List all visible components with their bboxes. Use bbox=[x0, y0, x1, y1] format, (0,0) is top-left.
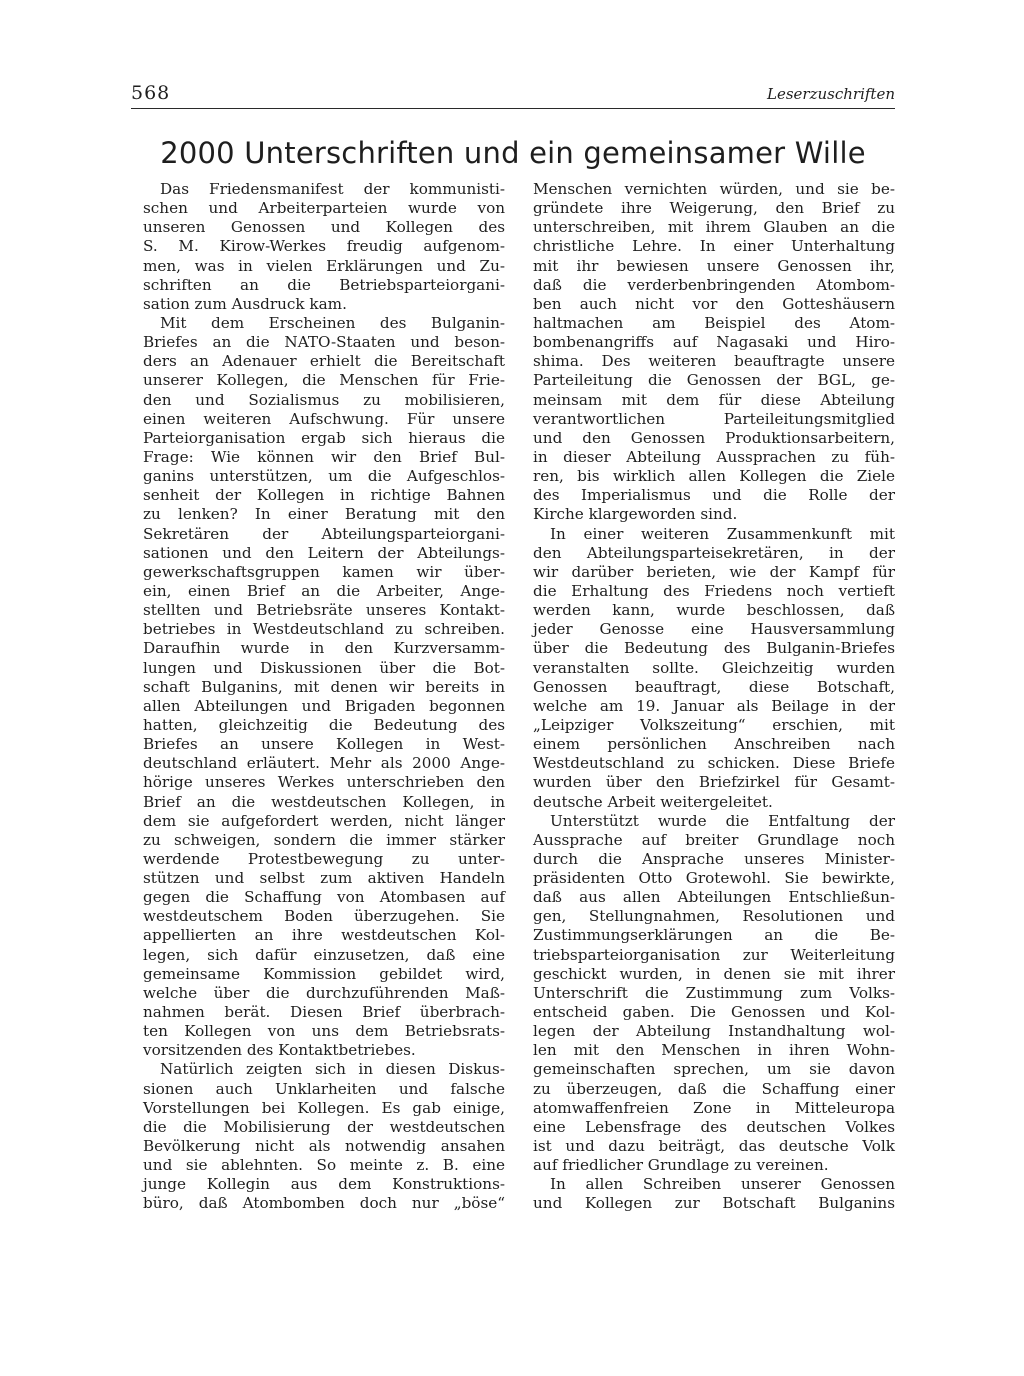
text-line: werdende Protestbewegung zu unter- bbox=[143, 849, 505, 868]
text-line: daß die verderbenbringenden Atombom- bbox=[533, 275, 895, 294]
text-line: stützen und selbst zum aktiven Handeln bbox=[143, 869, 505, 888]
text-line: ders an Adenauer erhielt die Bereitschaft bbox=[143, 352, 505, 371]
text-line: betriebes in Westdeutschland zu schreiben. bbox=[143, 620, 505, 639]
text-line: Zustimmungserklärungen an die Be- bbox=[533, 926, 895, 945]
text-line: wir darüber berieten, wie der Kampf für bbox=[533, 562, 895, 581]
text-line: Westdeutschland zu schicken. Diese Briefe bbox=[533, 754, 895, 773]
text-line: sation zum Ausdruck kam. bbox=[143, 294, 347, 313]
text-line: atomwaffenfreien Zone in Mitteleuropa bbox=[533, 1098, 895, 1117]
text-line: Sekretären der Abteilungsparteiorgani- bbox=[143, 524, 505, 543]
text-line: präsidenten Otto Grotewohl. Sie bewirkte, bbox=[533, 869, 895, 888]
text-line: legen der Abteilung Instandhaltung wol- bbox=[533, 1022, 895, 1041]
text-line: ten Kollegen von uns dem Betriebsrats- bbox=[143, 1022, 505, 1041]
text-line: nahmen berät. Diesen Brief überbrach- bbox=[143, 1003, 505, 1022]
text-line: welche am 19. Januar als Beilage in der bbox=[533, 696, 895, 715]
text-line: legen, sich dafür einzusetzen, daß eine bbox=[143, 945, 505, 964]
section-label: Leserzuschriften bbox=[767, 85, 895, 103]
text-line: ganins unterstützen, um die Aufgeschlos- bbox=[143, 467, 505, 486]
article-title: 2000 Unterschriften und ein gemeinsamer Wille bbox=[160, 136, 866, 170]
text-line: gen, Stellungnahmen, Resolutionen und bbox=[533, 907, 895, 926]
text-line: werden kann, wurde beschlossen, daß bbox=[533, 601, 895, 620]
text-line: deutschland erläutert. Mehr als 2000 Ange- bbox=[143, 754, 505, 773]
paragraph bbox=[143, 1060, 505, 1213]
text-line: gemeinsame Kommission gebildet wird, bbox=[143, 964, 505, 983]
text-line: „Leipziger Volkszeitung“ erschien, mit bbox=[533, 715, 895, 734]
text-line: Briefes an unsere Kollegen in West- bbox=[143, 735, 505, 754]
text-line: des Imperialismus und die Rolle der bbox=[533, 486, 895, 505]
text-line: in dieser Abteilung Aussprachen zu füh- bbox=[533, 447, 895, 466]
text-line: die die Mobilisierung der westdeutschen bbox=[143, 1117, 505, 1136]
text-line: westdeutschem Boden überzugehen. Sie bbox=[143, 907, 505, 926]
text-line: sationen und den Leitern der Abteilungs- bbox=[143, 543, 505, 562]
text-line: gegen die Schaffung von Atombasen auf bbox=[143, 888, 505, 907]
text-line: Unterschrift die Zustimmung zum Volks- bbox=[533, 983, 895, 1002]
text-line: shima. Des weiteren beauftragte unsere bbox=[533, 352, 895, 371]
text-line: unseren Genossen und Kollegen des bbox=[143, 218, 505, 237]
text-line: schen und Arbeiterparteien wurde von bbox=[143, 199, 505, 218]
text-line: Natürlich zeigten sich in diesen Diskus- bbox=[160, 1060, 505, 1079]
text-line: entscheid gaben. Die Genossen und Kol- bbox=[533, 1003, 895, 1022]
text-line: Parteiorganisation ergab sich hieraus die bbox=[143, 428, 505, 447]
text-line: Bevölkerung nicht als notwendig ansahen bbox=[143, 1137, 505, 1156]
text-line: hatten, gleichzeitig die Bedeutung des bbox=[143, 715, 505, 734]
text-line: sionen auch Unklarheiten und falsche bbox=[143, 1079, 505, 1098]
text-line: men, was in vielen Erklärungen und Zu- bbox=[143, 256, 505, 275]
paragraph bbox=[533, 1175, 895, 1213]
text-line: hörige unseres Werkes unterschrieben den bbox=[143, 773, 505, 792]
text-line: Brief an die westdeutschen Kollegen, in bbox=[143, 792, 505, 811]
text-line: haltmachen am Beispiel des Atom- bbox=[533, 313, 895, 332]
text-line: ren, bis wirklich allen Kollegen die Ziele bbox=[533, 467, 895, 486]
text-line: ben auch nicht vor den Gotteshäusern bbox=[533, 294, 895, 313]
text-line: Unterstützt wurde die Entfaltung der bbox=[550, 811, 895, 830]
text-line: unserer Kollegen, die Menschen für Frie- bbox=[143, 371, 505, 390]
text-line: Frage: Wie können wir den Brief Bul- bbox=[143, 447, 505, 466]
text-line: lungen und Diskussionen über die Bot- bbox=[143, 658, 505, 677]
text-line: Vorstellungen bei Kollegen. Es gab einige, bbox=[143, 1098, 505, 1117]
text-column-right bbox=[533, 180, 895, 1214]
text-line: veranstalten sollte. Gleichzeitig wurden bbox=[533, 658, 895, 677]
text-line: einen weiteren Aufschwung. Für unsere bbox=[143, 409, 505, 428]
text-line: den Abteilungsparteisekretären, in der bbox=[533, 543, 895, 562]
text-line: S. M. Kirow-Werkes freudig aufgenom- bbox=[143, 237, 505, 256]
text-line: Aussprache auf breiter Grundlage noch bbox=[533, 830, 895, 849]
text-line: und Kollegen zur Botschaft Bulganins bbox=[533, 1194, 895, 1213]
text-line: einem persönlichen Anschreiben nach bbox=[533, 735, 895, 754]
text-line: mit ihr bewiesen unsere Genossen ihr, bbox=[533, 256, 895, 275]
text-line: Parteileitung die Genossen der BGL, ge- bbox=[533, 371, 895, 390]
text-line: meinsam mit dem für diese Abteilung bbox=[533, 390, 895, 409]
text-line: deutsche Arbeit weitergeleitet. bbox=[533, 792, 773, 811]
text-line: zu lenken? In einer Beratung mit den bbox=[143, 505, 505, 524]
text-line: die Erhaltung des Friedens noch vertieft bbox=[533, 581, 895, 600]
text-column-left bbox=[143, 180, 505, 1214]
text-line: In allen Schreiben unserer Genossen bbox=[550, 1175, 895, 1194]
text-line: und sie ablehnten. So meinte z. B. eine bbox=[143, 1156, 505, 1175]
text-line: In einer weiteren Zusammenkunft mit bbox=[550, 524, 895, 543]
text-line: senheit der Kollegen in richtige Bahnen bbox=[143, 486, 505, 505]
text-line: über die Bedeutung des Bulganin-Briefes bbox=[533, 639, 895, 658]
text-line: durch die Ansprache unseres Minister- bbox=[533, 849, 895, 868]
text-line: wurden über den Briefzirkel für Gesamt- bbox=[533, 773, 895, 792]
text-line: dem sie aufgefordert werden, nicht länger bbox=[143, 811, 505, 830]
text-line: schriften an die Betriebsparteiorgani- bbox=[143, 275, 505, 294]
paragraph bbox=[143, 314, 505, 1060]
text-line: auf friedlicher Grundlage zu vereinen. bbox=[533, 1156, 829, 1175]
text-line: junge Kollegin aus dem Konstruktions- bbox=[143, 1175, 505, 1194]
paragraph bbox=[143, 180, 505, 314]
text-line: schaft Bulganins, mit denen wir bereits in bbox=[143, 677, 505, 696]
text-line: stellten und Betriebsräte unseres Kontakt- bbox=[143, 601, 505, 620]
paragraph bbox=[533, 525, 895, 812]
text-line: eine Lebensfrage des deutschen Volkes bbox=[533, 1117, 895, 1136]
text-line: appellierten an ihre westdeutschen Kol- bbox=[143, 926, 505, 945]
text-line: Mit dem Erscheinen des Bulganin- bbox=[160, 313, 505, 332]
text-line: welche über die durchzuführenden Maß- bbox=[143, 983, 505, 1002]
text-line: zu schweigen, sondern die immer stärker bbox=[143, 830, 505, 849]
text-line: gründete ihre Weigerung, den Brief zu bbox=[533, 199, 895, 218]
paragraph bbox=[533, 180, 895, 525]
text-line: den und Sozialismus zu mobilisieren, bbox=[143, 390, 505, 409]
text-line: geschickt wurden, in denen sie mit ihrer bbox=[533, 964, 895, 983]
text-line: Daraufhin wurde in den Kurzversamm- bbox=[143, 639, 505, 658]
text-line: daß aus allen Abteilungen Entschließun- bbox=[533, 888, 895, 907]
text-line: vorsitzenden des Kontaktbetriebes. bbox=[143, 1041, 416, 1060]
text-line: und den Genossen Produktionsarbeitern, bbox=[533, 428, 895, 447]
text-line: len mit den Menschen in ihren Wohn- bbox=[533, 1041, 895, 1060]
text-line: jeder Genosse eine Hausversammlung bbox=[533, 620, 895, 639]
text-line: unterschreiben, mit ihrem Glauben an die bbox=[533, 218, 895, 237]
text-line: ein, einen Brief an die Arbeiter, Ange- bbox=[143, 581, 505, 600]
text-line: christliche Lehre. In einer Unterhaltung bbox=[533, 237, 895, 256]
text-line: Das Friedensmanifest der kommunisti- bbox=[160, 180, 505, 198]
text-line: triebsparteiorganisation zur Weiterleitung bbox=[533, 945, 895, 964]
text-line: gewerkschaftsgruppen kamen wir über- bbox=[143, 562, 505, 581]
running-header bbox=[131, 82, 895, 109]
text-line: Genossen beauftragt, diese Botschaft, bbox=[533, 677, 895, 696]
paragraph bbox=[533, 812, 895, 1176]
text-line: ist und dazu beiträgt, das deutsche Volk bbox=[533, 1137, 895, 1156]
text-line: gemeinschaften sprechen, um sie davon bbox=[533, 1060, 895, 1079]
text-line: Menschen vernichten würden, und sie be- bbox=[533, 180, 895, 198]
text-line: büro, daß Atombomben doch nur „böse“ bbox=[143, 1194, 505, 1213]
text-line: allen Abteilungen und Brigaden begonnen bbox=[143, 696, 505, 715]
text-line: zu überzeugen, daß die Schaffung einer bbox=[533, 1079, 895, 1098]
text-line: Briefes an die NATO-Staaten und beson- bbox=[143, 333, 505, 352]
page-number: 568 bbox=[131, 82, 171, 104]
text-line: verantwortlichen Parteileitungsmitglied bbox=[533, 409, 895, 428]
text-line: bombenangriffs auf Nagasaki und Hiro- bbox=[533, 333, 895, 352]
text-line: Kirche klargeworden sind. bbox=[533, 505, 738, 524]
